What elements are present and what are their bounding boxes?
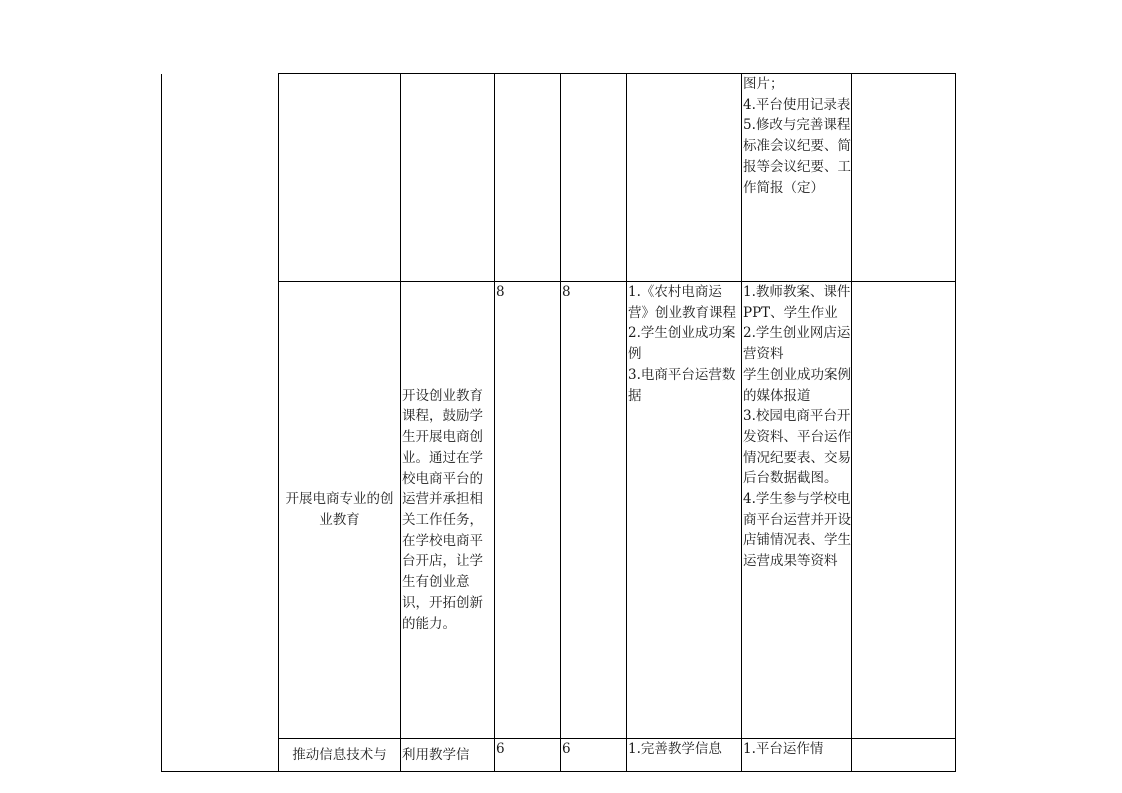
category-cell: [162, 282, 279, 739]
count-cell-b: 6: [561, 739, 627, 772]
content-cell: 开设创业教育课程，鼓励学生开展电商创业。通过在学校电商平台的运营并承担相关工作任务，在学校电商平台开店，让学生有创业意识，开拓创新的能力。: [401, 282, 495, 739]
task-cell: 开展电商专业的创业教育: [279, 282, 401, 739]
count-cell-a: 6: [495, 739, 561, 772]
evidence-cell: 1.教师教案、课件PPT、学生作业 2.学生创业网店运营资料 学生创业成功案例的媒体报道 3.校园电商平台开发资料、平台运作情况纪要表、交易后台数据截图。 4.学生参与学校电商平台运营并开设店铺情况表、学生运营成果等资料: [742, 282, 852, 739]
evidence-cell: 图片； 4.平台使用记录表 5.修改与完善课程标准会议纪要、简报等会议纪要、工作简报（定）: [742, 74, 852, 282]
content-cell: 利用教学信: [401, 739, 495, 772]
remarks-cell: [852, 74, 956, 282]
task-cell: 推动信息技术与: [279, 739, 401, 772]
category-cell: [162, 74, 279, 282]
content-cell: [401, 74, 495, 282]
task-cell: [279, 74, 401, 282]
table-row: [162, 739, 956, 772]
plan-table: [161, 73, 956, 772]
category-cell: [162, 739, 279, 772]
count-cell-a: [495, 74, 561, 282]
remarks-cell: [852, 739, 956, 772]
measures-cell: [627, 74, 742, 282]
table-row: [162, 74, 956, 282]
measures-cell: 1.《农村电商运营》创业教育课程 2.学生创业成功案例 3.电商平台运营数据: [627, 282, 742, 739]
table-row: [162, 282, 956, 739]
remarks-cell: [852, 282, 956, 739]
count-cell-b: 8: [561, 282, 627, 739]
evidence-cell: 1.平台运作情: [742, 739, 852, 772]
count-cell-b: [561, 74, 627, 282]
measures-cell: 1.完善教学信息: [627, 739, 742, 772]
count-cell-a: 8: [495, 282, 561, 739]
